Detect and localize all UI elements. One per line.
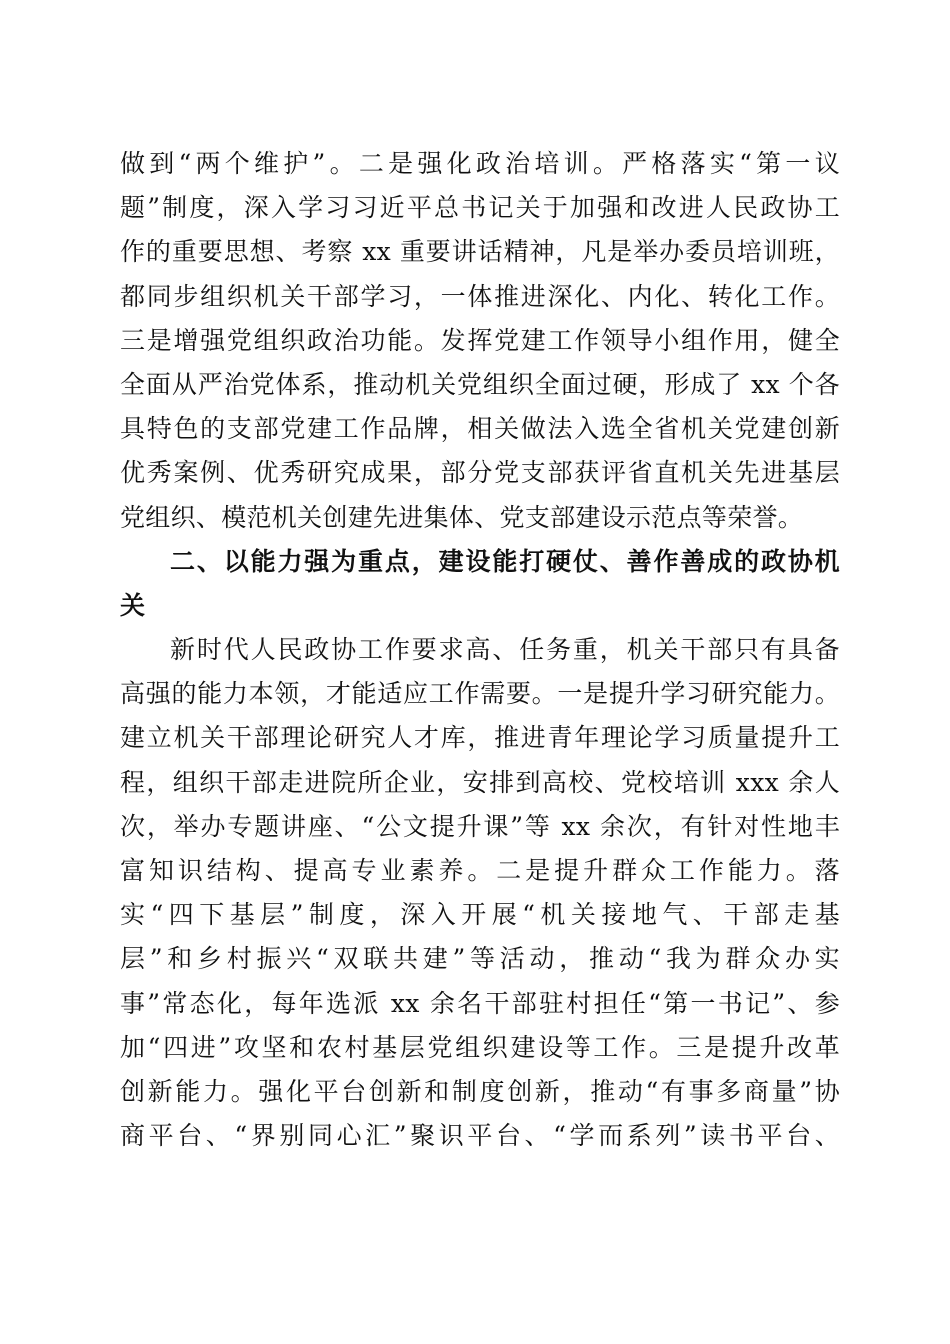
- text-line: 事”常态化，每年选派 xx 余名干部驻村担任“第一书记”、参: [120, 988, 840, 1018]
- text-line: 程，组织干部走进院所企业，安排到高校、党校培训 xxx 余人: [120, 767, 840, 797]
- heading-line: 二、以能力强为重点，建设能打硬仗、善作善成的政协机: [170, 546, 840, 576]
- text-line: 富知识结构、提高专业素养。二是提升群众工作能力。落: [120, 856, 840, 885]
- text-line: 做到“两个维护”。二是强化政治培训。严格落实“第一议: [120, 149, 840, 178]
- text-line: 新时代人民政协工作要求高、任务重，机关干部只有具备: [170, 635, 840, 665]
- paragraph-2: [120, 628, 840, 1158]
- text-line: 高强的能力本领，才能适应工作需要。一是提升学习研究能力。: [120, 679, 840, 709]
- text-line: 次，举办专题讲座、“公文提升课”等 xx 余次，有针对性地丰: [120, 811, 840, 841]
- text-line: 全面从严治党体系，推动机关党组织全面过硬，形成了 xx 个各: [120, 369, 840, 399]
- text-line: 加“四进”攻坚和农村基层党组织建设等工作。三是提升改革: [120, 1032, 840, 1062]
- text-line: 实“四下基层”制度，深入开展“机关接地气、干部走基: [120, 900, 840, 930]
- document-body: [120, 142, 840, 1158]
- section-heading: [120, 540, 840, 628]
- text-line: 党组织、模范机关创建先进集体、党支部建设示范点等荣誉。: [120, 502, 804, 532]
- text-line: 题”制度，深入学习习近平总书记关于加强和改进人民政协工: [120, 193, 840, 223]
- heading-line: 关: [120, 590, 146, 620]
- text-line: 作的重要思想、考察 xx 重要讲话精神，凡是举办委员培训班，: [120, 237, 840, 267]
- text-line: 创新能力。强化平台创新和制度创新，推动“有事多商量”协: [120, 1076, 840, 1106]
- text-line: 三是增强党组织政治功能。发挥党建工作领导小组作用，健全: [120, 325, 840, 355]
- text-line: 建立机关干部理论研究人才库，推进青年理论学习质量提升工: [120, 723, 840, 753]
- text-line: 都同步组织机关干部学习，一体推进深化、内化、转化工作。: [120, 281, 840, 311]
- text-line: 具特色的支部党建工作品牌，相关做法入选全省机关党建创新: [120, 414, 840, 444]
- text-line: 层”和乡村振兴“双联共建”等活动，推动“我为群众办实: [120, 944, 840, 974]
- paragraph-1: [120, 142, 840, 540]
- text-line: 商平台、“界别同心汇”聚识平台、“学而系列”读书平台、: [120, 1121, 840, 1151]
- text-line: 优秀案例、优秀研究成果，部分党支部获评省直机关先进基层: [120, 458, 840, 488]
